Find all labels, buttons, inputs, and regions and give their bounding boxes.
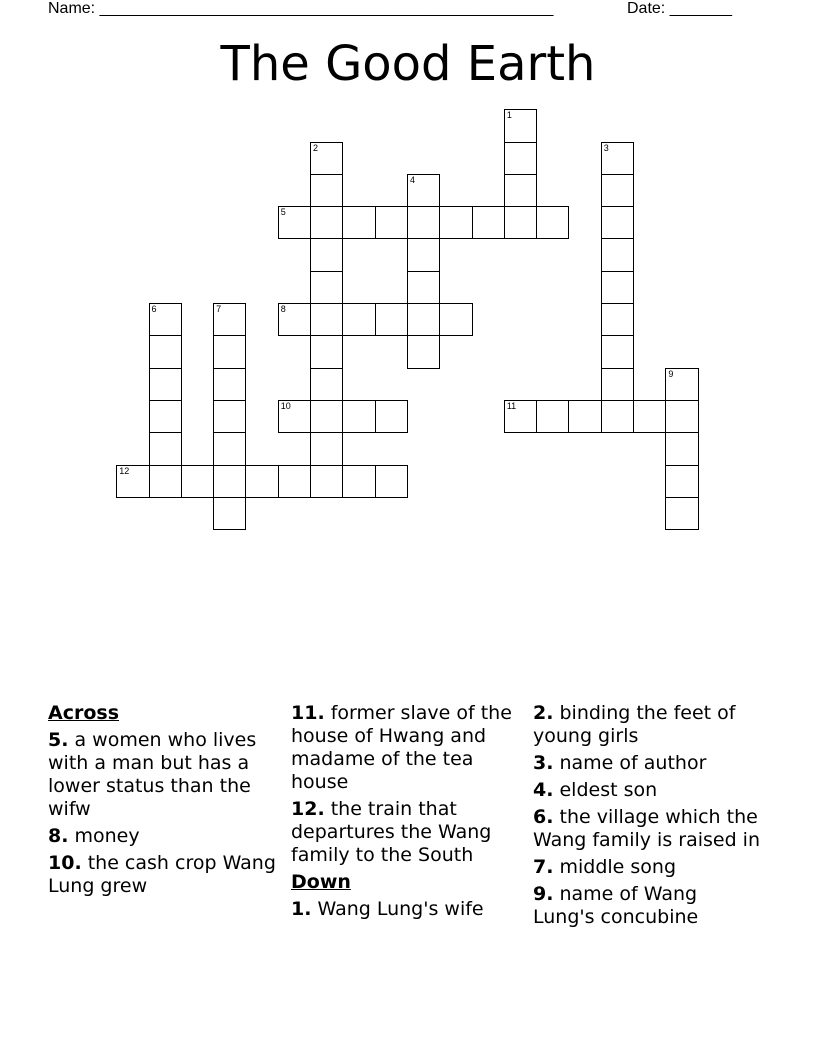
across-heading: Across bbox=[48, 702, 120, 724]
crossword-cell[interactable] bbox=[407, 335, 440, 368]
clue-number: 11 bbox=[506, 400, 517, 411]
crossword-cell[interactable] bbox=[342, 465, 375, 498]
crossword-cell[interactable] bbox=[665, 432, 698, 465]
down-clue bbox=[533, 806, 761, 852]
clue-text: a women who lives with a man but has a lower status than the wifw bbox=[48, 729, 257, 820]
clue-number-label: 4. bbox=[533, 779, 554, 801]
across-clue bbox=[48, 852, 276, 898]
clue-number: 2 bbox=[313, 142, 319, 153]
clues-column-3 bbox=[533, 702, 761, 933]
crossword-cell[interactable] bbox=[310, 238, 343, 271]
across-clue bbox=[291, 798, 519, 867]
clue-number-label: 6. bbox=[533, 806, 554, 828]
crossword-cell[interactable] bbox=[601, 400, 634, 433]
crossword-cell[interactable] bbox=[310, 206, 343, 239]
crossword-cell[interactable] bbox=[310, 174, 343, 207]
crossword-cell[interactable] bbox=[213, 335, 246, 368]
crossword-cell[interactable] bbox=[149, 400, 182, 433]
down-clue bbox=[533, 883, 761, 929]
crossword-cell[interactable] bbox=[278, 303, 311, 336]
clue-text: the train that departures the Wang family to the South bbox=[291, 798, 492, 866]
clue-text: Wang Lung's wife bbox=[311, 898, 484, 920]
crossword-cell[interactable] bbox=[310, 400, 343, 433]
crossword-cell[interactable] bbox=[407, 303, 440, 336]
clue-text: money bbox=[68, 825, 140, 847]
crossword-cell[interactable] bbox=[504, 206, 537, 239]
crossword-cell[interactable] bbox=[342, 400, 375, 433]
crossword-cell[interactable] bbox=[149, 335, 182, 368]
clue-number: 3 bbox=[603, 142, 609, 153]
crossword-cell[interactable] bbox=[149, 368, 182, 401]
clue-number-label: 2. bbox=[533, 702, 554, 724]
crossword-cell[interactable] bbox=[601, 238, 634, 271]
crossword-cell[interactable] bbox=[601, 335, 634, 368]
crossword-cell[interactable] bbox=[213, 303, 246, 336]
crossword-cell[interactable] bbox=[504, 174, 537, 207]
crossword-cell[interactable] bbox=[310, 303, 343, 336]
crossword-cell[interactable] bbox=[149, 303, 182, 336]
down-clue bbox=[291, 898, 519, 921]
clue-text: former slave of the house of Hwang and madame of the tea house bbox=[291, 702, 512, 793]
down-clue bbox=[533, 856, 761, 879]
crossword-cell[interactable] bbox=[278, 400, 311, 433]
page-title: The Good Earth bbox=[220, 36, 596, 92]
crossword-cell[interactable] bbox=[213, 432, 246, 465]
across-clue bbox=[48, 729, 276, 821]
crossword-cell[interactable] bbox=[181, 465, 214, 498]
across-clue bbox=[48, 825, 276, 848]
clues-column-2 bbox=[291, 702, 519, 925]
clue-number: 6 bbox=[151, 304, 157, 315]
clue-text: name of author bbox=[553, 752, 707, 774]
crossword-cell[interactable] bbox=[536, 400, 569, 433]
down-clue bbox=[533, 752, 761, 775]
date-line: _______ bbox=[669, 0, 732, 17]
clues-column-1 bbox=[48, 702, 276, 902]
down-clue bbox=[533, 702, 761, 748]
clue-number-label: 11. bbox=[291, 702, 325, 724]
crossword-cell[interactable] bbox=[310, 335, 343, 368]
clue-number: 7 bbox=[216, 304, 222, 315]
down-clue bbox=[533, 779, 761, 802]
clue-number-label: 3. bbox=[533, 752, 554, 774]
date-label: Date: bbox=[627, 0, 666, 17]
clue-number: 4 bbox=[409, 174, 415, 185]
crossword-cell[interactable] bbox=[375, 465, 408, 498]
crossword-cell[interactable] bbox=[601, 368, 634, 401]
crossword-cell[interactable] bbox=[213, 400, 246, 433]
crossword-cell[interactable] bbox=[310, 368, 343, 401]
crossword-cell[interactable] bbox=[149, 432, 182, 465]
crossword-cell[interactable] bbox=[342, 206, 375, 239]
crossword-cell[interactable] bbox=[116, 465, 149, 498]
crossword-cell[interactable] bbox=[375, 400, 408, 433]
crossword-cell[interactable] bbox=[407, 271, 440, 304]
clue-number: 8 bbox=[280, 304, 286, 315]
crossword-cell[interactable] bbox=[245, 465, 278, 498]
crossword-cell[interactable] bbox=[568, 400, 601, 433]
clue-number-label: 8. bbox=[48, 825, 69, 847]
crossword-cell[interactable] bbox=[601, 206, 634, 239]
clue-text: middle song bbox=[553, 856, 677, 878]
crossword-cell[interactable] bbox=[601, 174, 634, 207]
crossword-cell[interactable] bbox=[310, 271, 343, 304]
clue-number: 1 bbox=[506, 110, 512, 121]
clue-text: the village which the Wang family is raised in bbox=[533, 806, 760, 851]
down-clue-list-continued bbox=[533, 702, 761, 929]
crossword-cell[interactable] bbox=[439, 303, 472, 336]
crossword-cell[interactable] bbox=[536, 206, 569, 239]
across-clue bbox=[291, 702, 519, 794]
crossword-cell[interactable] bbox=[601, 271, 634, 304]
clue-text: binding the feet of young girls bbox=[533, 702, 736, 747]
crossword-cell[interactable] bbox=[213, 368, 246, 401]
clue-number-label: 10. bbox=[48, 852, 82, 874]
crossword-cell[interactable] bbox=[665, 400, 698, 433]
crossword-cell[interactable] bbox=[504, 400, 537, 433]
crossword-cell[interactable] bbox=[439, 206, 472, 239]
crossword-cell[interactable] bbox=[149, 465, 182, 498]
crossword-cell[interactable] bbox=[472, 206, 505, 239]
crossword-cell[interactable] bbox=[213, 465, 246, 498]
crossword-cell[interactable] bbox=[213, 497, 246, 530]
crossword-cell[interactable] bbox=[278, 465, 311, 498]
crossword-cell[interactable] bbox=[601, 303, 634, 336]
clue-number: 12 bbox=[119, 465, 130, 476]
crossword-cell[interactable] bbox=[342, 303, 375, 336]
clue-number: 5 bbox=[280, 207, 286, 218]
crossword-cell[interactable] bbox=[601, 142, 634, 175]
crossword-cell[interactable] bbox=[665, 465, 698, 498]
crossword-cell[interactable] bbox=[407, 206, 440, 239]
across-clue-list bbox=[48, 729, 276, 898]
crossword-cell[interactable] bbox=[665, 368, 698, 401]
crossword-cell[interactable] bbox=[665, 497, 698, 530]
clue-number-label: 9. bbox=[533, 883, 554, 905]
crossword-cell[interactable] bbox=[633, 400, 666, 433]
clue-text: the cash crop Wang Lung grew bbox=[48, 852, 276, 897]
clue-number-label: 5. bbox=[48, 729, 69, 751]
crossword-cell[interactable] bbox=[407, 174, 440, 207]
crossword-cell[interactable] bbox=[504, 142, 537, 175]
crossword-cell[interactable] bbox=[407, 238, 440, 271]
name-line: ___________________________________________________ bbox=[99, 0, 554, 17]
name-label: Name: bbox=[48, 0, 96, 17]
crossword-cell[interactable] bbox=[310, 432, 343, 465]
down-heading: Down bbox=[291, 871, 351, 893]
clue-number: 10 bbox=[280, 400, 291, 411]
crossword-cell[interactable] bbox=[504, 109, 537, 142]
crossword-cell[interactable] bbox=[310, 142, 343, 175]
across-clue-list-continued bbox=[291, 702, 519, 867]
clue-number-label: 1. bbox=[291, 898, 312, 920]
clue-number: 9 bbox=[668, 368, 674, 379]
clue-number-label: 12. bbox=[291, 798, 325, 820]
crossword-cell[interactable] bbox=[375, 206, 408, 239]
crossword-cell[interactable] bbox=[278, 206, 311, 239]
clue-text: name of Wang Lung's concubine bbox=[533, 883, 699, 928]
clue-text: eldest son bbox=[553, 779, 658, 801]
clue-number-label: 7. bbox=[533, 856, 554, 878]
crossword-cell[interactable] bbox=[310, 465, 343, 498]
crossword-cell[interactable] bbox=[375, 303, 408, 336]
down-clue-list bbox=[291, 898, 519, 921]
